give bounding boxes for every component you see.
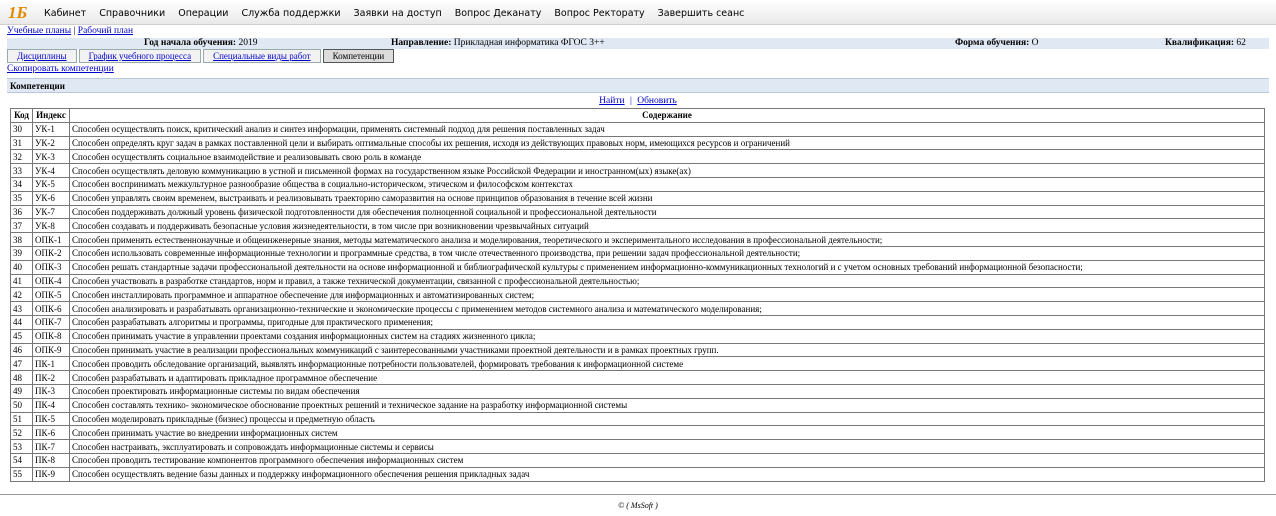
- cell-content: Способен проводить обследование организаций, выявлять информационные потребности пользователей, формировать требования к информационной системе: [70, 357, 1265, 371]
- table-actions: [0, 96, 1276, 106]
- cell-index: ОПК-8: [33, 329, 70, 343]
- table-row[interactable]: [11, 177, 1265, 191]
- tab-special-works[interactable]: Специальные виды работ: [203, 49, 321, 63]
- menu-item[interactable]: Вопрос Деканату: [454, 7, 542, 19]
- link-work-plan[interactable]: Рабочий план: [77, 26, 134, 36]
- cell-index: ОПК-2: [33, 246, 70, 260]
- cell-index: УК-1: [33, 122, 70, 136]
- table-row[interactable]: [11, 398, 1265, 412]
- cell-index: ОПК-9: [33, 343, 70, 357]
- cell-code: 35: [11, 191, 33, 205]
- table-row[interactable]: [11, 136, 1265, 150]
- cell-code: 33: [11, 164, 33, 178]
- cell-content: Способен моделировать прикладные (бизнес) процессы и предметную область: [70, 412, 1265, 426]
- cell-content: Способен создавать и поддерживать безопасные условия жизнедеятельности, в том числе при возникновении чрезвычайных ситуаций: [70, 219, 1265, 233]
- cell-content: Способен проводить тестирование компонентов программного обеспечения информационных систем: [70, 453, 1265, 467]
- cell-code: 43: [11, 302, 33, 316]
- cell-code: 50: [11, 398, 33, 412]
- menu-item[interactable]: Заявки на доступ: [353, 7, 442, 19]
- table-row[interactable]: [11, 440, 1265, 454]
- copy-competences-row: [7, 64, 114, 74]
- cell-index: УК-6: [33, 191, 70, 205]
- table-row[interactable]: [11, 150, 1265, 164]
- cell-code: 32: [11, 150, 33, 164]
- app-logo[interactable]: 1Б: [8, 3, 28, 22]
- cell-content: Способен поддерживать должный уровень физической подготовленности для обеспечения полноценной социальной и профессиональной деятельности: [70, 205, 1265, 219]
- direction-label: Направление:: [391, 38, 452, 48]
- table-row[interactable]: [11, 164, 1265, 178]
- cell-index: УК-2: [33, 136, 70, 150]
- cell-code: 49: [11, 384, 33, 398]
- cell-content: Способен принимать участие в реализации профессиональных коммуникаций с заинтересованными участниками проектной деятельности и в рамках проектных групп.: [70, 343, 1265, 357]
- cell-index: ПК-7: [33, 440, 70, 454]
- actions-separator: |: [629, 96, 632, 106]
- table-row[interactable]: [11, 412, 1265, 426]
- cell-content: Способен составлять технико- экономическое обоснование проектных решений и техническое задание на разработку информационной системы: [70, 398, 1265, 412]
- qualification-field: [1165, 38, 1246, 48]
- cell-index: ПК-8: [33, 453, 70, 467]
- table-row[interactable]: [11, 329, 1265, 343]
- cell-code: 42: [11, 288, 33, 302]
- copy-competences-link[interactable]: Скопировать компетенции: [7, 64, 114, 74]
- table-row[interactable]: [11, 122, 1265, 136]
- cell-index: ПК-6: [33, 426, 70, 440]
- cell-code: 52: [11, 426, 33, 440]
- study-form-field: [955, 38, 1039, 48]
- table-row[interactable]: [11, 384, 1265, 398]
- cell-code: 47: [11, 357, 33, 371]
- cell-index: ПК-9: [33, 467, 70, 481]
- direction-value: Прикладная информатика ФГОС 3++: [453, 38, 605, 48]
- cell-content: Способен решать стандартные задачи профессиональной деятельности на основе информационной и библиографической культуры с применением информационно-коммуникационных технологий и с учетом основных требований информационной безопасности;: [70, 260, 1265, 274]
- tab-competences[interactable]: Компетенции: [323, 49, 395, 63]
- table-row[interactable]: [11, 246, 1265, 260]
- cell-index: ОПК-4: [33, 274, 70, 288]
- cell-index: ОПК-5: [33, 288, 70, 302]
- table-row[interactable]: [11, 343, 1265, 357]
- tab-disciplines[interactable]: Дисциплины: [7, 49, 77, 63]
- cell-index: ПК-4: [33, 398, 70, 412]
- cell-code: 39: [11, 246, 33, 260]
- cell-code: 36: [11, 205, 33, 219]
- cell-content: Способен осуществлять социальное взаимодействие и реализовывать свою роль в команде: [70, 150, 1265, 164]
- find-link[interactable]: Найти: [599, 96, 625, 106]
- cell-content: Способен анализировать и разрабатывать организационно-технические и экономические процессы с применением методов системного анализа и математического моделирования;: [70, 302, 1265, 316]
- table-row[interactable]: [11, 205, 1265, 219]
- table-row[interactable]: [11, 371, 1265, 385]
- cell-code: 37: [11, 219, 33, 233]
- link-study-plans[interactable]: Учебные планы: [7, 26, 72, 36]
- table-row[interactable]: [11, 467, 1265, 481]
- table-row[interactable]: [11, 426, 1265, 440]
- cell-content: Способен применять естественнонаучные и общеинженерные знания, методы математического анализа и моделирования, теоретического и экспериментального исследования в профессиональной деятельности;: [70, 233, 1265, 247]
- cell-code: 34: [11, 177, 33, 191]
- cell-code: 45: [11, 329, 33, 343]
- cell-content: Способен управлять своим временем, выстраивать и реализовывать траекторию саморазвития на основе принципов образования в течение всей жизни: [70, 191, 1265, 205]
- plan-tabs: [7, 49, 396, 63]
- top-menu-bar: [0, 2, 1276, 25]
- cell-index: ПК-5: [33, 412, 70, 426]
- menu-item[interactable]: Операции: [178, 7, 229, 19]
- table-row[interactable]: [11, 357, 1265, 371]
- cell-content: Способен использовать современные информационные технологии и программные средства, в том числе отечественного производства, при решении задач профессиональной деятельности;: [70, 246, 1265, 260]
- section-title: Компетенции: [7, 78, 1269, 93]
- table-row[interactable]: [11, 219, 1265, 233]
- cell-index: УК-7: [33, 205, 70, 219]
- cell-code: 51: [11, 412, 33, 426]
- cell-index: ОПК-1: [33, 233, 70, 247]
- table-row[interactable]: [11, 315, 1265, 329]
- cell-content: Способен проектировать информационные системы по видам обеспечения: [70, 384, 1265, 398]
- table-header-row: [11, 109, 1265, 123]
- cell-index: ОПК-6: [33, 302, 70, 316]
- cell-code: 55: [11, 467, 33, 481]
- table-row[interactable]: [11, 453, 1265, 467]
- year-field: [144, 38, 257, 48]
- cell-code: 48: [11, 371, 33, 385]
- cell-index: УК-4: [33, 164, 70, 178]
- col-header-index[interactable]: Индекс: [33, 109, 70, 123]
- cell-code: 54: [11, 453, 33, 467]
- refresh-link[interactable]: Обновить: [637, 96, 677, 106]
- menu-item[interactable]: Служба поддержки: [241, 7, 341, 19]
- col-header-code[interactable]: Код: [11, 109, 33, 123]
- cell-content: Способен осуществлять деловую коммуникацию в устной и письменной формах на государственном языке Российской Федерации и иностранном(ых) языке(ах): [70, 164, 1265, 178]
- cell-code: 46: [11, 343, 33, 357]
- cell-content: Способен инсталлировать программное и аппаратное обеспечение для информационных и автоматизированных систем;: [70, 288, 1265, 302]
- cell-code: 53: [11, 440, 33, 454]
- cell-code: 38: [11, 233, 33, 247]
- year-label: Год начала обучения:: [144, 38, 237, 48]
- cell-code: 41: [11, 274, 33, 288]
- breadcrumb-separator: |: [71, 26, 78, 36]
- menu-item[interactable]: Кабинет: [44, 7, 87, 19]
- competences-table: [10, 108, 1265, 482]
- cell-content: Способен разрабатывать алгоритмы и программы, пригодные для практического применения;: [70, 315, 1265, 329]
- footer-copyright: © ( MsSoft ): [0, 494, 1276, 510]
- main-menu: [44, 2, 757, 24]
- table-row[interactable]: [11, 191, 1265, 205]
- table-row[interactable]: [11, 233, 1265, 247]
- qualification-label: Квалификация:: [1165, 38, 1235, 48]
- cell-code: 30: [11, 122, 33, 136]
- menu-item[interactable]: Завершить сеанс: [657, 7, 745, 19]
- cell-index: ПК-2: [33, 371, 70, 385]
- breadcrumb-links: [7, 26, 133, 36]
- table-body: [11, 122, 1265, 481]
- cell-index: ПК-1: [33, 357, 70, 371]
- cell-content: Способен разрабатывать и адаптировать прикладное программное обеспечение: [70, 371, 1265, 385]
- cell-content: Способен настраивать, эксплуатировать и сопровождать информационные системы и сервисы: [70, 440, 1265, 454]
- plan-info-bar: [7, 38, 1269, 49]
- cell-code: 40: [11, 260, 33, 274]
- cell-content: Способен принимать участие в управлении проектами создания информационных систем на стадиях жизненного цикла;: [70, 329, 1265, 343]
- table-row[interactable]: [11, 288, 1265, 302]
- study-form-label: Форма обучения:: [955, 38, 1030, 48]
- table-row[interactable]: [11, 260, 1265, 274]
- cell-index: ПК-3: [33, 384, 70, 398]
- cell-content: Способен осуществлять поиск, критический анализ и синтез информации, применять системный подход для решения поставленных задач: [70, 122, 1265, 136]
- study-form-value: О: [1031, 38, 1039, 48]
- cell-code: 44: [11, 315, 33, 329]
- tab-schedule[interactable]: График учебного процесса: [79, 49, 201, 63]
- cell-content: Способен определять круг задач в рамках поставленной цели и выбирать оптимальные способы их решения, исходя из действующих правовых норм, имеющихся ресурсов и ограничений: [70, 136, 1265, 150]
- cell-content: Способен осуществлять ведение базы данных и поддержку информационного обеспечения решения прикладных задач: [70, 467, 1265, 481]
- cell-content: Способен участвовать в разработке стандартов, норм и правил, а также технической документации, связанной с профессиональной деятельностью;: [70, 274, 1265, 288]
- qualification-value: 62: [1236, 38, 1246, 48]
- menu-item[interactable]: Вопрос Ректорату: [554, 7, 645, 19]
- table-row[interactable]: [11, 274, 1265, 288]
- cell-index: ОПК-3: [33, 260, 70, 274]
- cell-index: УК-8: [33, 219, 70, 233]
- cell-index: УК-3: [33, 150, 70, 164]
- cell-content: Способен принимать участие во внедрении информационных систем: [70, 426, 1265, 440]
- menu-item[interactable]: Справочники: [99, 7, 166, 19]
- table-row[interactable]: [11, 302, 1265, 316]
- cell-index: УК-5: [33, 177, 70, 191]
- competences-table-wrap: [10, 108, 1265, 482]
- col-header-content[interactable]: Содержание: [70, 109, 1265, 123]
- cell-content: Способен воспринимать межкультурное разнообразие общества в социально-историческом, этическом и философском контекстах: [70, 177, 1265, 191]
- cell-index: ОПК-7: [33, 315, 70, 329]
- cell-code: 31: [11, 136, 33, 150]
- direction-field: [391, 38, 605, 48]
- year-value: 2019: [238, 38, 258, 48]
